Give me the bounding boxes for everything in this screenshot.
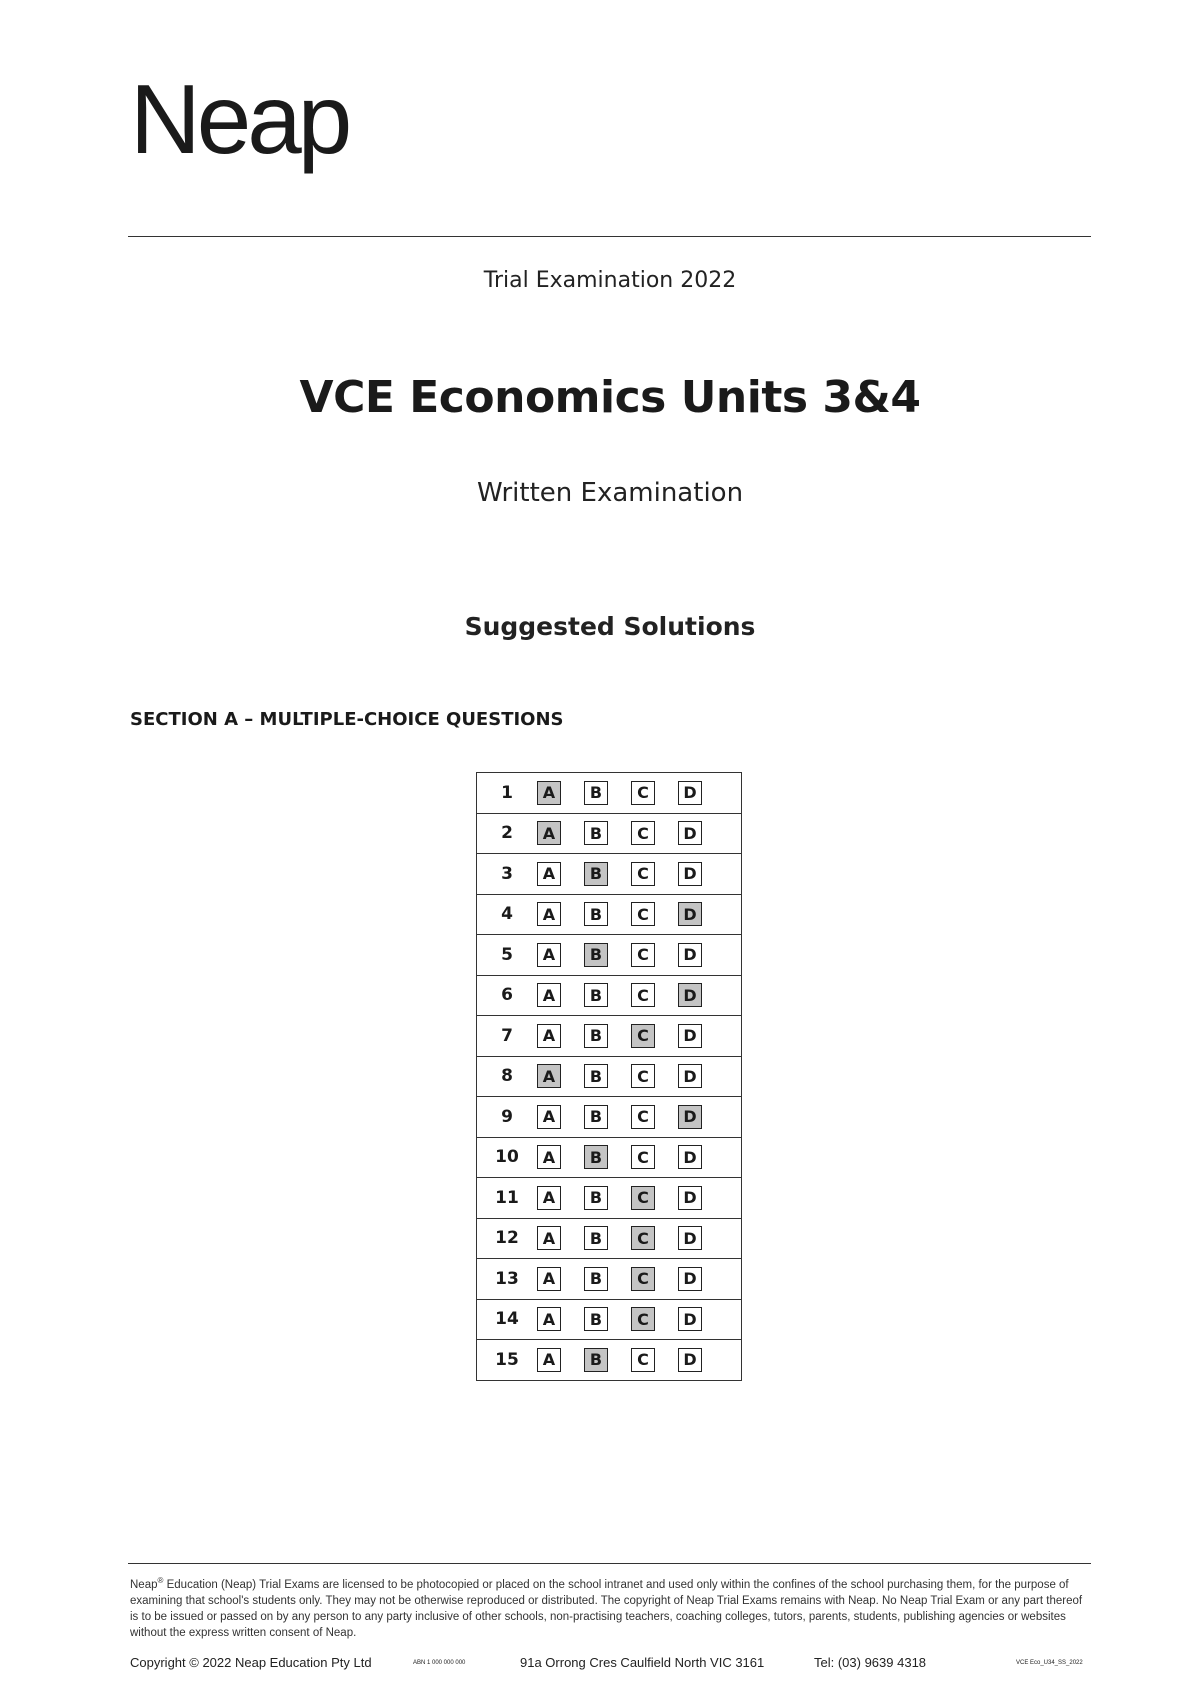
option-box-correct: A (537, 781, 561, 805)
option-box: D (678, 1267, 702, 1291)
notice-text: Education (Neap) Trial Exams are licensed to be photocopied or placed on the school intranet and used only within the confines of the school purchasing them, for the purpose of examining that school's students only. They may not be otherwise reproduced or distributed. The copyright of Neap Trial Exams remains with Neap. No Neap Trial Exam or any part thereof is to be issued or passed on by any person to any party inclusive of other schools, non-practising teachers, coaching colleges, tutors, parents, students, publishing agencies or websites without the express written consent of Neap. (130, 1578, 1083, 1639)
option-box: D (678, 1145, 702, 1169)
footer-abn: ABN 1 000 000 000 (413, 1660, 466, 1666)
copyright-notice (130, 1573, 1090, 1641)
option-box: A (537, 943, 561, 967)
option-box: D (678, 943, 702, 967)
footer-address: 91a Orrong Cres Caulfield North VIC 3161 (520, 1655, 765, 1670)
option-box: A (537, 1024, 561, 1048)
question-number: 7 (501, 1025, 513, 1046)
option-box: C (631, 1145, 655, 1169)
option-box-correct: B (584, 1145, 608, 1169)
option-box: C (631, 902, 655, 926)
question-number: 6 (501, 985, 513, 1006)
notice-brand: Neap (130, 1578, 158, 1591)
footer-line (130, 1655, 1090, 1673)
option-box-correct: C (631, 1267, 655, 1291)
question-number: 14 (495, 1309, 519, 1330)
option-box: A (537, 1267, 561, 1291)
option-box: A (537, 1105, 561, 1129)
option-box: B (584, 1307, 608, 1331)
answer-row (477, 1219, 741, 1260)
option-box: A (537, 1186, 561, 1210)
option-box: C (631, 821, 655, 845)
footer-tel: Tel: (03) 9639 4318 (814, 1655, 927, 1670)
answer-row (477, 976, 741, 1017)
answer-row (477, 895, 741, 936)
question-number: 8 (501, 1066, 513, 1087)
option-box-correct: A (537, 1064, 561, 1088)
footer-divider (128, 1563, 1091, 1564)
option-box: B (584, 781, 608, 805)
footer-code: VCE Eco_U34_SS_2022 (1016, 1660, 1083, 1666)
answer-row (477, 935, 741, 976)
question-number: 9 (501, 1106, 513, 1127)
option-box-correct: C (631, 1024, 655, 1048)
option-box: C (631, 943, 655, 967)
question-number: 5 (501, 944, 513, 965)
option-box-correct: C (631, 1226, 655, 1250)
option-box: B (584, 1064, 608, 1088)
option-box: A (537, 1348, 561, 1372)
question-number: 1 (501, 782, 513, 803)
option-box-correct: C (631, 1186, 655, 1210)
option-box: D (678, 1064, 702, 1088)
question-number: 12 (495, 1228, 519, 1249)
option-box: A (537, 1307, 561, 1331)
answer-row (477, 1259, 741, 1300)
trial-label: Trial Examination 2022 (483, 268, 737, 293)
option-box: D (678, 1186, 702, 1210)
option-box-correct: A (537, 821, 561, 845)
option-box: B (584, 1267, 608, 1291)
question-number: 13 (495, 1268, 519, 1289)
option-box: C (631, 1105, 655, 1129)
option-box: A (537, 983, 561, 1007)
answer-row (477, 854, 741, 895)
option-box: A (537, 1145, 561, 1169)
answer-row (477, 1340, 741, 1381)
option-box: D (678, 781, 702, 805)
option-box-correct: B (584, 943, 608, 967)
section-heading: SECTION A – MULTIPLE-CHOICE QUESTIONS (130, 709, 564, 730)
solutions-heading: Suggested Solutions (464, 612, 756, 641)
option-box: B (584, 1024, 608, 1048)
answer-row (477, 1138, 741, 1179)
option-box-correct: D (678, 1105, 702, 1129)
option-box: D (678, 821, 702, 845)
question-number: 10 (495, 1147, 519, 1168)
option-box: B (584, 821, 608, 845)
option-box: B (584, 1105, 608, 1129)
page-title: VCE Economics Units 3&4 (299, 372, 921, 423)
option-box: D (678, 1307, 702, 1331)
answer-row (477, 1097, 741, 1138)
answer-row (477, 1057, 741, 1098)
question-number: 3 (501, 863, 513, 884)
neap-logo: Neap (130, 64, 349, 174)
option-box-correct: D (678, 983, 702, 1007)
footer-copyright: Copyright © 2022 Neap Education Pty Ltd (130, 1655, 372, 1670)
option-box: A (537, 902, 561, 926)
option-box: D (678, 862, 702, 886)
page-subtitle: Written Examination (476, 478, 744, 508)
option-box: D (678, 1348, 702, 1372)
option-box: C (631, 862, 655, 886)
answer-row (477, 1300, 741, 1341)
option-box: B (584, 1226, 608, 1250)
answer-row (477, 1178, 741, 1219)
option-box-correct: B (584, 1348, 608, 1372)
header-divider (128, 236, 1091, 237)
option-box-correct: C (631, 1307, 655, 1331)
option-box: A (537, 862, 561, 886)
registered-mark: ® (157, 1576, 164, 1585)
question-number: 4 (501, 904, 513, 925)
answer-grid (476, 772, 742, 1381)
option-box: A (537, 1226, 561, 1250)
option-box: C (631, 1064, 655, 1088)
option-box: B (584, 983, 608, 1007)
question-number: 2 (501, 823, 513, 844)
question-number: 15 (495, 1349, 519, 1370)
option-box: C (631, 781, 655, 805)
option-box: C (631, 1348, 655, 1372)
option-box: B (584, 902, 608, 926)
option-box: D (678, 1024, 702, 1048)
option-box: B (584, 1186, 608, 1210)
answer-row (477, 773, 741, 814)
option-box-correct: D (678, 902, 702, 926)
option-box: D (678, 1226, 702, 1250)
option-box-correct: B (584, 862, 608, 886)
answer-row (477, 814, 741, 855)
option-box: C (631, 983, 655, 1007)
question-number: 11 (495, 1187, 519, 1208)
answer-row (477, 1016, 741, 1057)
